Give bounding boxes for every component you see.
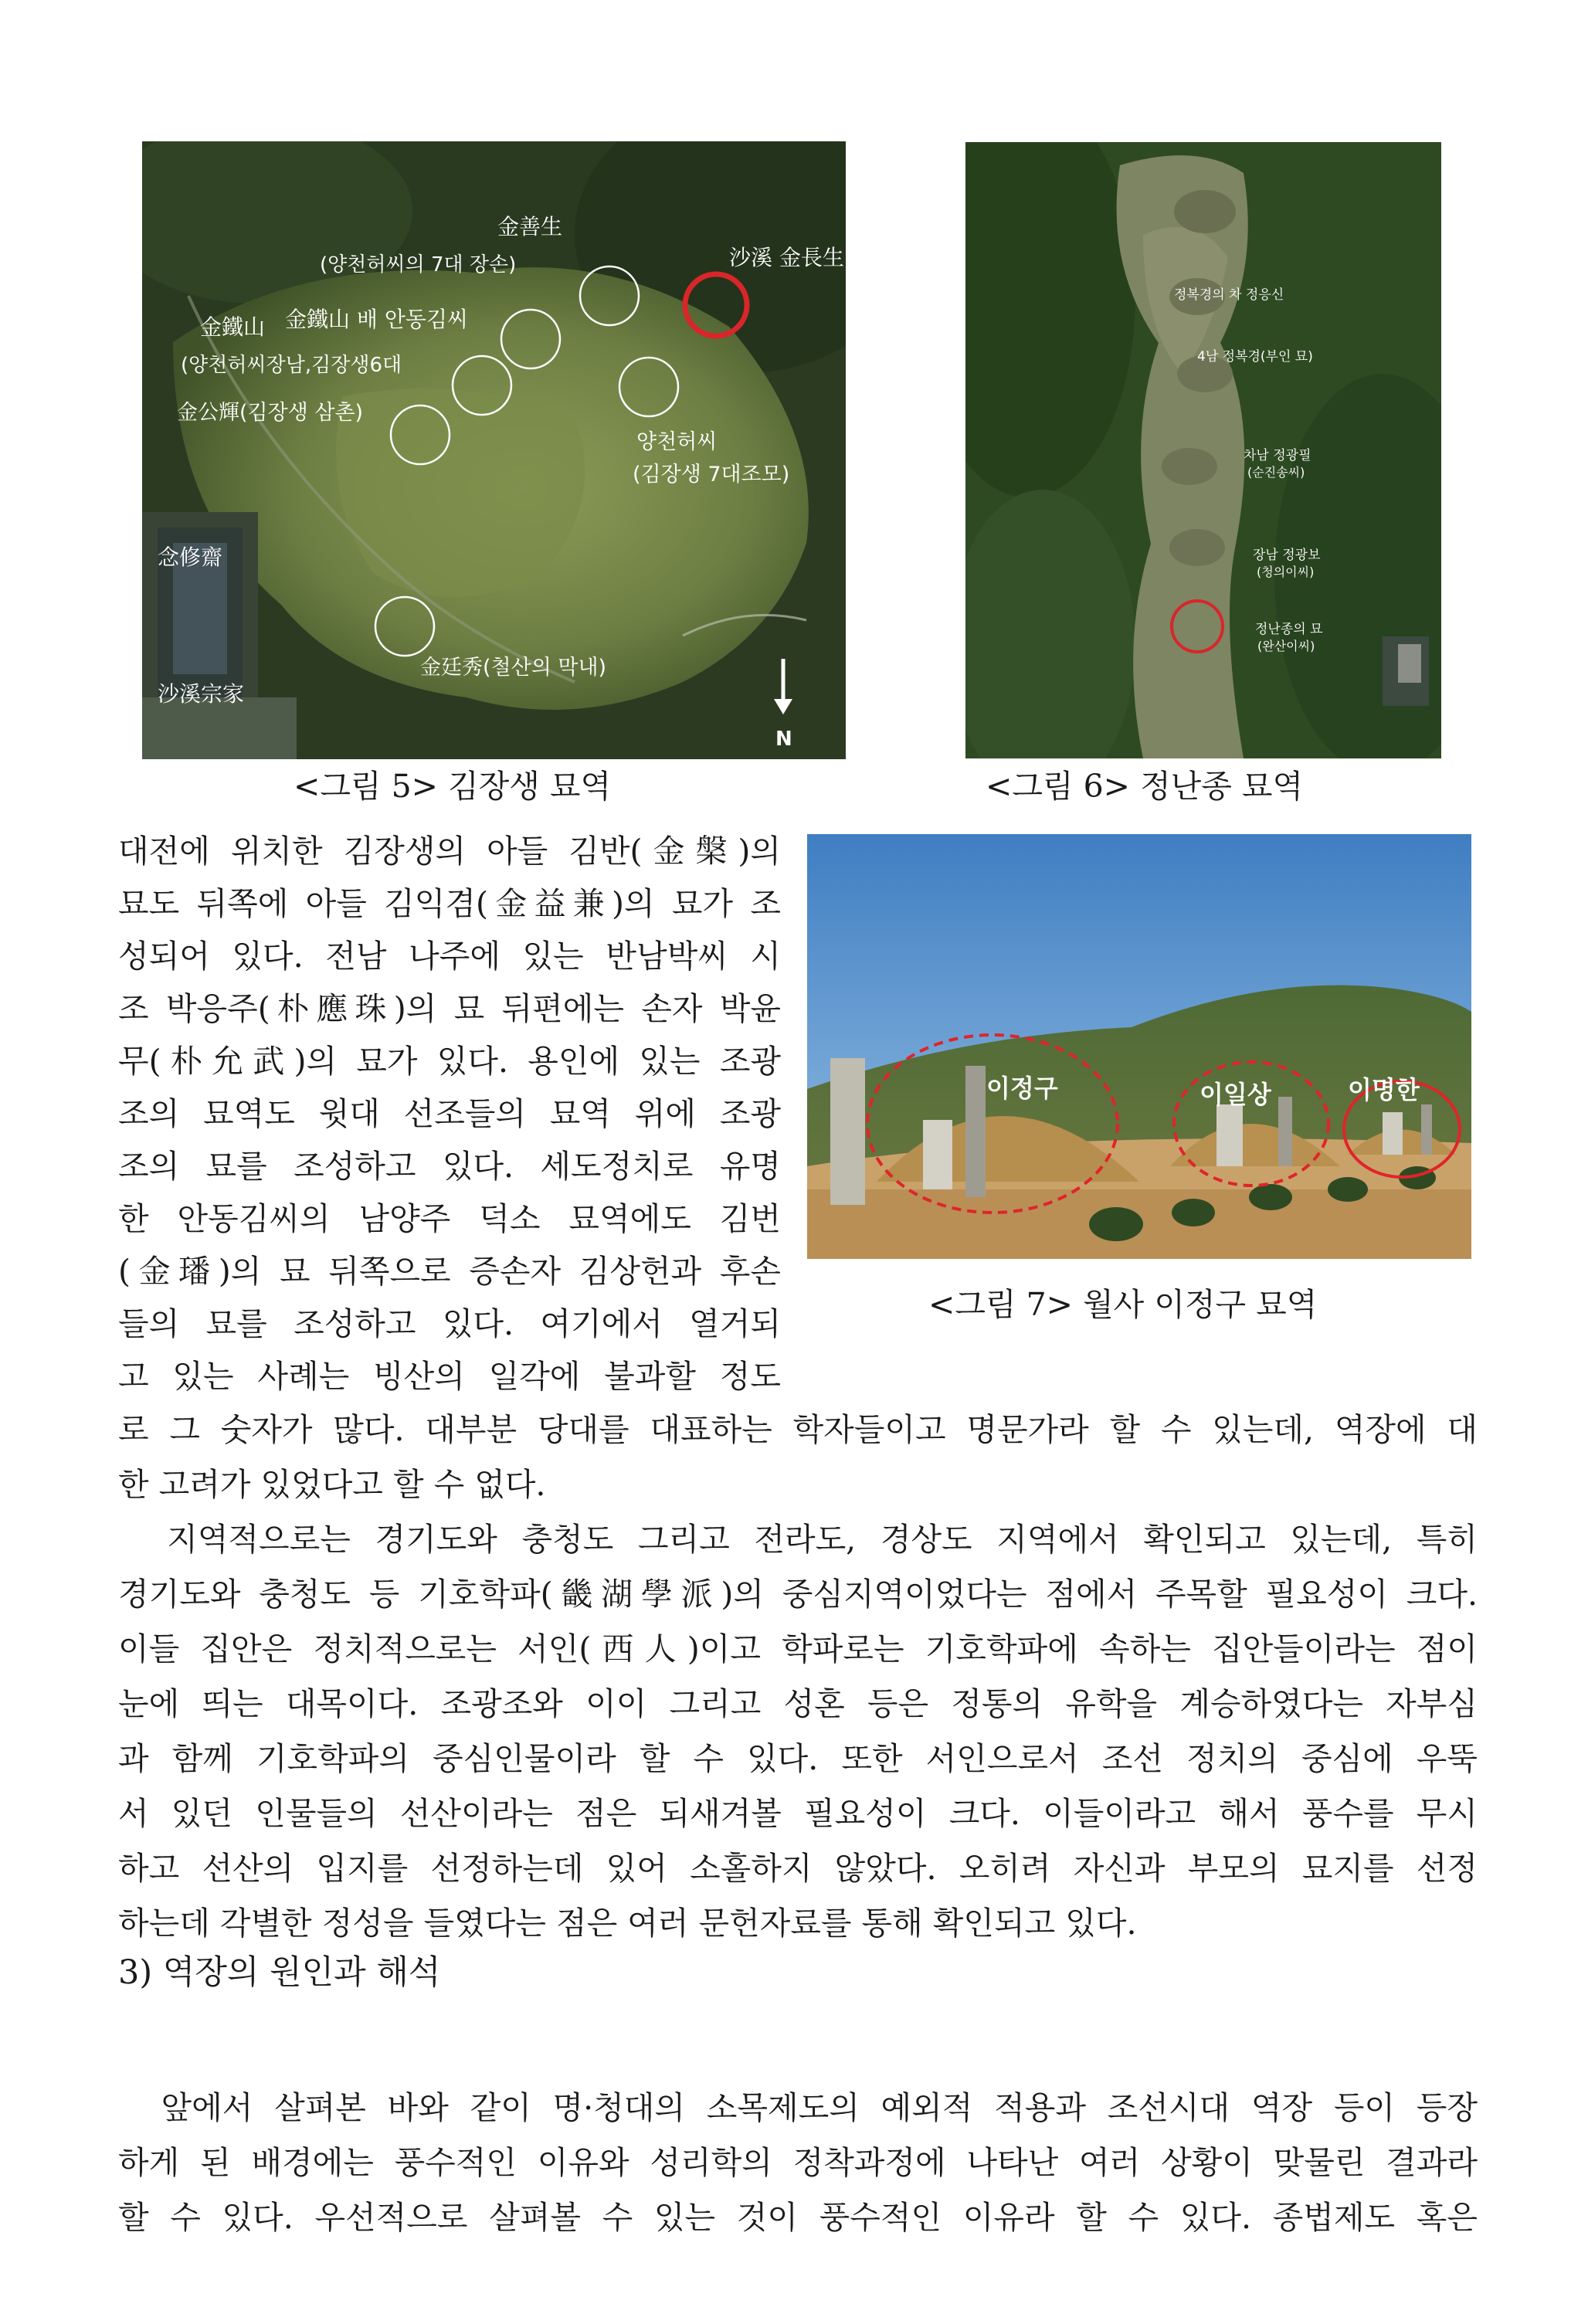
fig5-label-nyeom-su-jae: 念修齋 <box>158 545 223 570</box>
text-line: 하는데 각별한 정성을 들였다는 점은 여러 문헌자료를 통해 확인되고 있다. <box>118 1905 1137 1942</box>
text-line: 조의 묘역도 윗대 선조들의 묘역 위에 조광 <box>118 1095 781 1132</box>
fig6-label-5: 장남 정광보 <box>1253 548 1321 563</box>
text-line: 들의 묘를 조성하고 있다. 여기에서 열거되 <box>118 1305 781 1342</box>
text-line: 묘도 뒤쪽에 아들 김익겸(金益兼)의 묘가 조 <box>118 885 781 922</box>
text-line: 이들 집안은 정치적으로는 서인(西人)이고 학파로는 기호학파에 속하는 집안들이라는 점이 <box>118 1630 1478 1668</box>
fig5-label-yangcheon-heo: 양천허씨 <box>636 430 718 454</box>
fig6-label-8: (완산이씨) <box>1257 639 1315 653</box>
figure7-caption: <그림 7> 월사 이정구 묘역 <box>928 1286 1318 1323</box>
wrapped-paragraph <box>118 825 781 1403</box>
fig5-label-kim-jeong-su: 金廷秀(철산의 막내) <box>420 656 607 680</box>
figure6-image <box>965 142 1441 758</box>
fig5-label-sagye-jongga: 沙溪宗家 <box>158 681 245 707</box>
fig5-label-kim-gong-hwi: 金公輝(김장생 삼촌) <box>177 401 364 425</box>
text-line: 서 있던 인물들의 선산이라는 점은 되새겨볼 필요성이 크다. 이들이라고 해서 풍수를 무시 <box>118 1795 1478 1832</box>
text-line: (金璠)의 묘 뒤쪽으로 증손자 김상헌과 후손 <box>118 1253 781 1290</box>
section-heading: 3) 역장의 원인과 해석 <box>118 1953 441 1992</box>
fig6-label-7: 정난종의 묘 <box>1255 622 1323 637</box>
fig5-label-kim-jang-saeng: 沙溪 金長生 <box>729 245 844 270</box>
fig5-label-kim-cheol-san-note: (양천허씨장남,김장생6대 <box>181 354 402 377</box>
text-line: 하게 된 배경에는 풍수적인 이유와 성리학의 정착과정에 나타난 여러 상황이 맞물린 결과라 <box>118 2144 1478 2181</box>
fig5-label-kim-seon-saeng: 金善生 <box>497 214 563 239</box>
fig5-label-kim-cheol-san: 金鐵山 <box>200 314 266 340</box>
fig5-label-kim-cheol-san-wife: 金鐵山 배 안동김씨 <box>285 307 469 332</box>
text-line: 한 고려가 있었다고 할 수 없다. <box>118 1466 546 1503</box>
fig5-label-yangcheon-heo-note: (김장생 7대조모) <box>633 463 790 487</box>
text-line: 앞에서 살펴본 바와 같이 명·청대의 소목제도의 예외적 적용과 조선시대 역장 등이 등장 <box>118 2089 1478 2126</box>
figure6-caption: <그림 6> 정난종 묘역 <box>986 768 1304 805</box>
text-line: 성되어 있다. 전남 나주에 있는 반남박씨 시 <box>118 938 781 975</box>
paragraph-2 <box>118 1512 1478 1951</box>
fig7-label-lee-il-sang: 이일상 <box>1199 1080 1271 1109</box>
text-line: 로 그 숫자가 많다. 대부분 당대를 대표하는 학자들이고 명문가라 할 수 있는데, 역장에 대 <box>118 1411 1478 1448</box>
text-line: 고 있는 사례는 빙산의 일각에 불과할 정도 <box>118 1358 781 1395</box>
paragraph-1-continuation <box>118 1403 1478 1512</box>
fig6-label-6: (청의이씨) <box>1257 565 1315 579</box>
fig5-north-label: N <box>775 728 792 751</box>
figure5-caption: <그림 5> 김장생 묘역 <box>294 768 612 805</box>
fig6-label-2: 4남 정복경(부인 묘) <box>1197 349 1313 365</box>
text-line: 대전에 위치한 김장생의 아들 김반(金槃)의 <box>118 833 781 870</box>
fig6-label-3: 차남 정광필 <box>1244 448 1311 463</box>
text-line: 한 안동김씨의 남양주 덕소 묘역에도 김번 <box>118 1200 781 1237</box>
paragraph-3 <box>118 2081 1478 2245</box>
figure7-image <box>807 834 1471 1259</box>
text-line: 과 함께 기호학파의 중심인물이라 할 수 있다. 또한 서인으로서 조선 정치의 중심에 우뚝 <box>118 1740 1478 1777</box>
text-line: 무(朴允武)의 묘가 있다. 용인에 있는 조광 <box>118 1043 781 1080</box>
fig7-label-lee-myeong-han: 이명한 <box>1348 1075 1420 1104</box>
text-line: 조 박응주(朴應珠)의 묘 뒤편에는 손자 박윤 <box>118 990 781 1027</box>
fig6-label-4: (순진송씨) <box>1247 465 1305 480</box>
text-line: 경기도와 충청도 등 기호학파(畿湖學派)의 중심지역이었다는 점에서 주목할 필요성이 크다. <box>118 1576 1478 1613</box>
text-line: 할 수 있다. 우선적으로 살펴볼 수 있는 것이 풍수적인 이유라 할 수 있다. 종법제도 혹은 <box>118 2199 1478 2236</box>
fig6-label-1: 정복경의 차 정응신 <box>1174 287 1284 303</box>
fig5-label-kim-seon-saeng-note: (양천허씨의 7대 장손) <box>320 253 517 277</box>
text-line: 지역적으로는 경기도와 충청도 그리고 전라도, 경상도 지역에서 확인되고 있는데, 특히 <box>118 1521 1478 1558</box>
text-line: 하고 선산의 입지를 선정하는데 있어 소홀하지 않았다. 오히려 자신과 부모의 묘지를 선정 <box>118 1850 1478 1887</box>
text-line: 조의 묘를 조성하고 있다. 세도정치로 유명 <box>118 1148 781 1185</box>
figure5-image <box>142 141 846 759</box>
fig7-label-lee-jeong-gu: 이정구 <box>986 1074 1058 1103</box>
text-line: 눈에 띄는 대목이다. 조광조와 이이 그리고 성혼 등은 정통의 유학을 계승하였다는 자부심 <box>118 1685 1478 1722</box>
